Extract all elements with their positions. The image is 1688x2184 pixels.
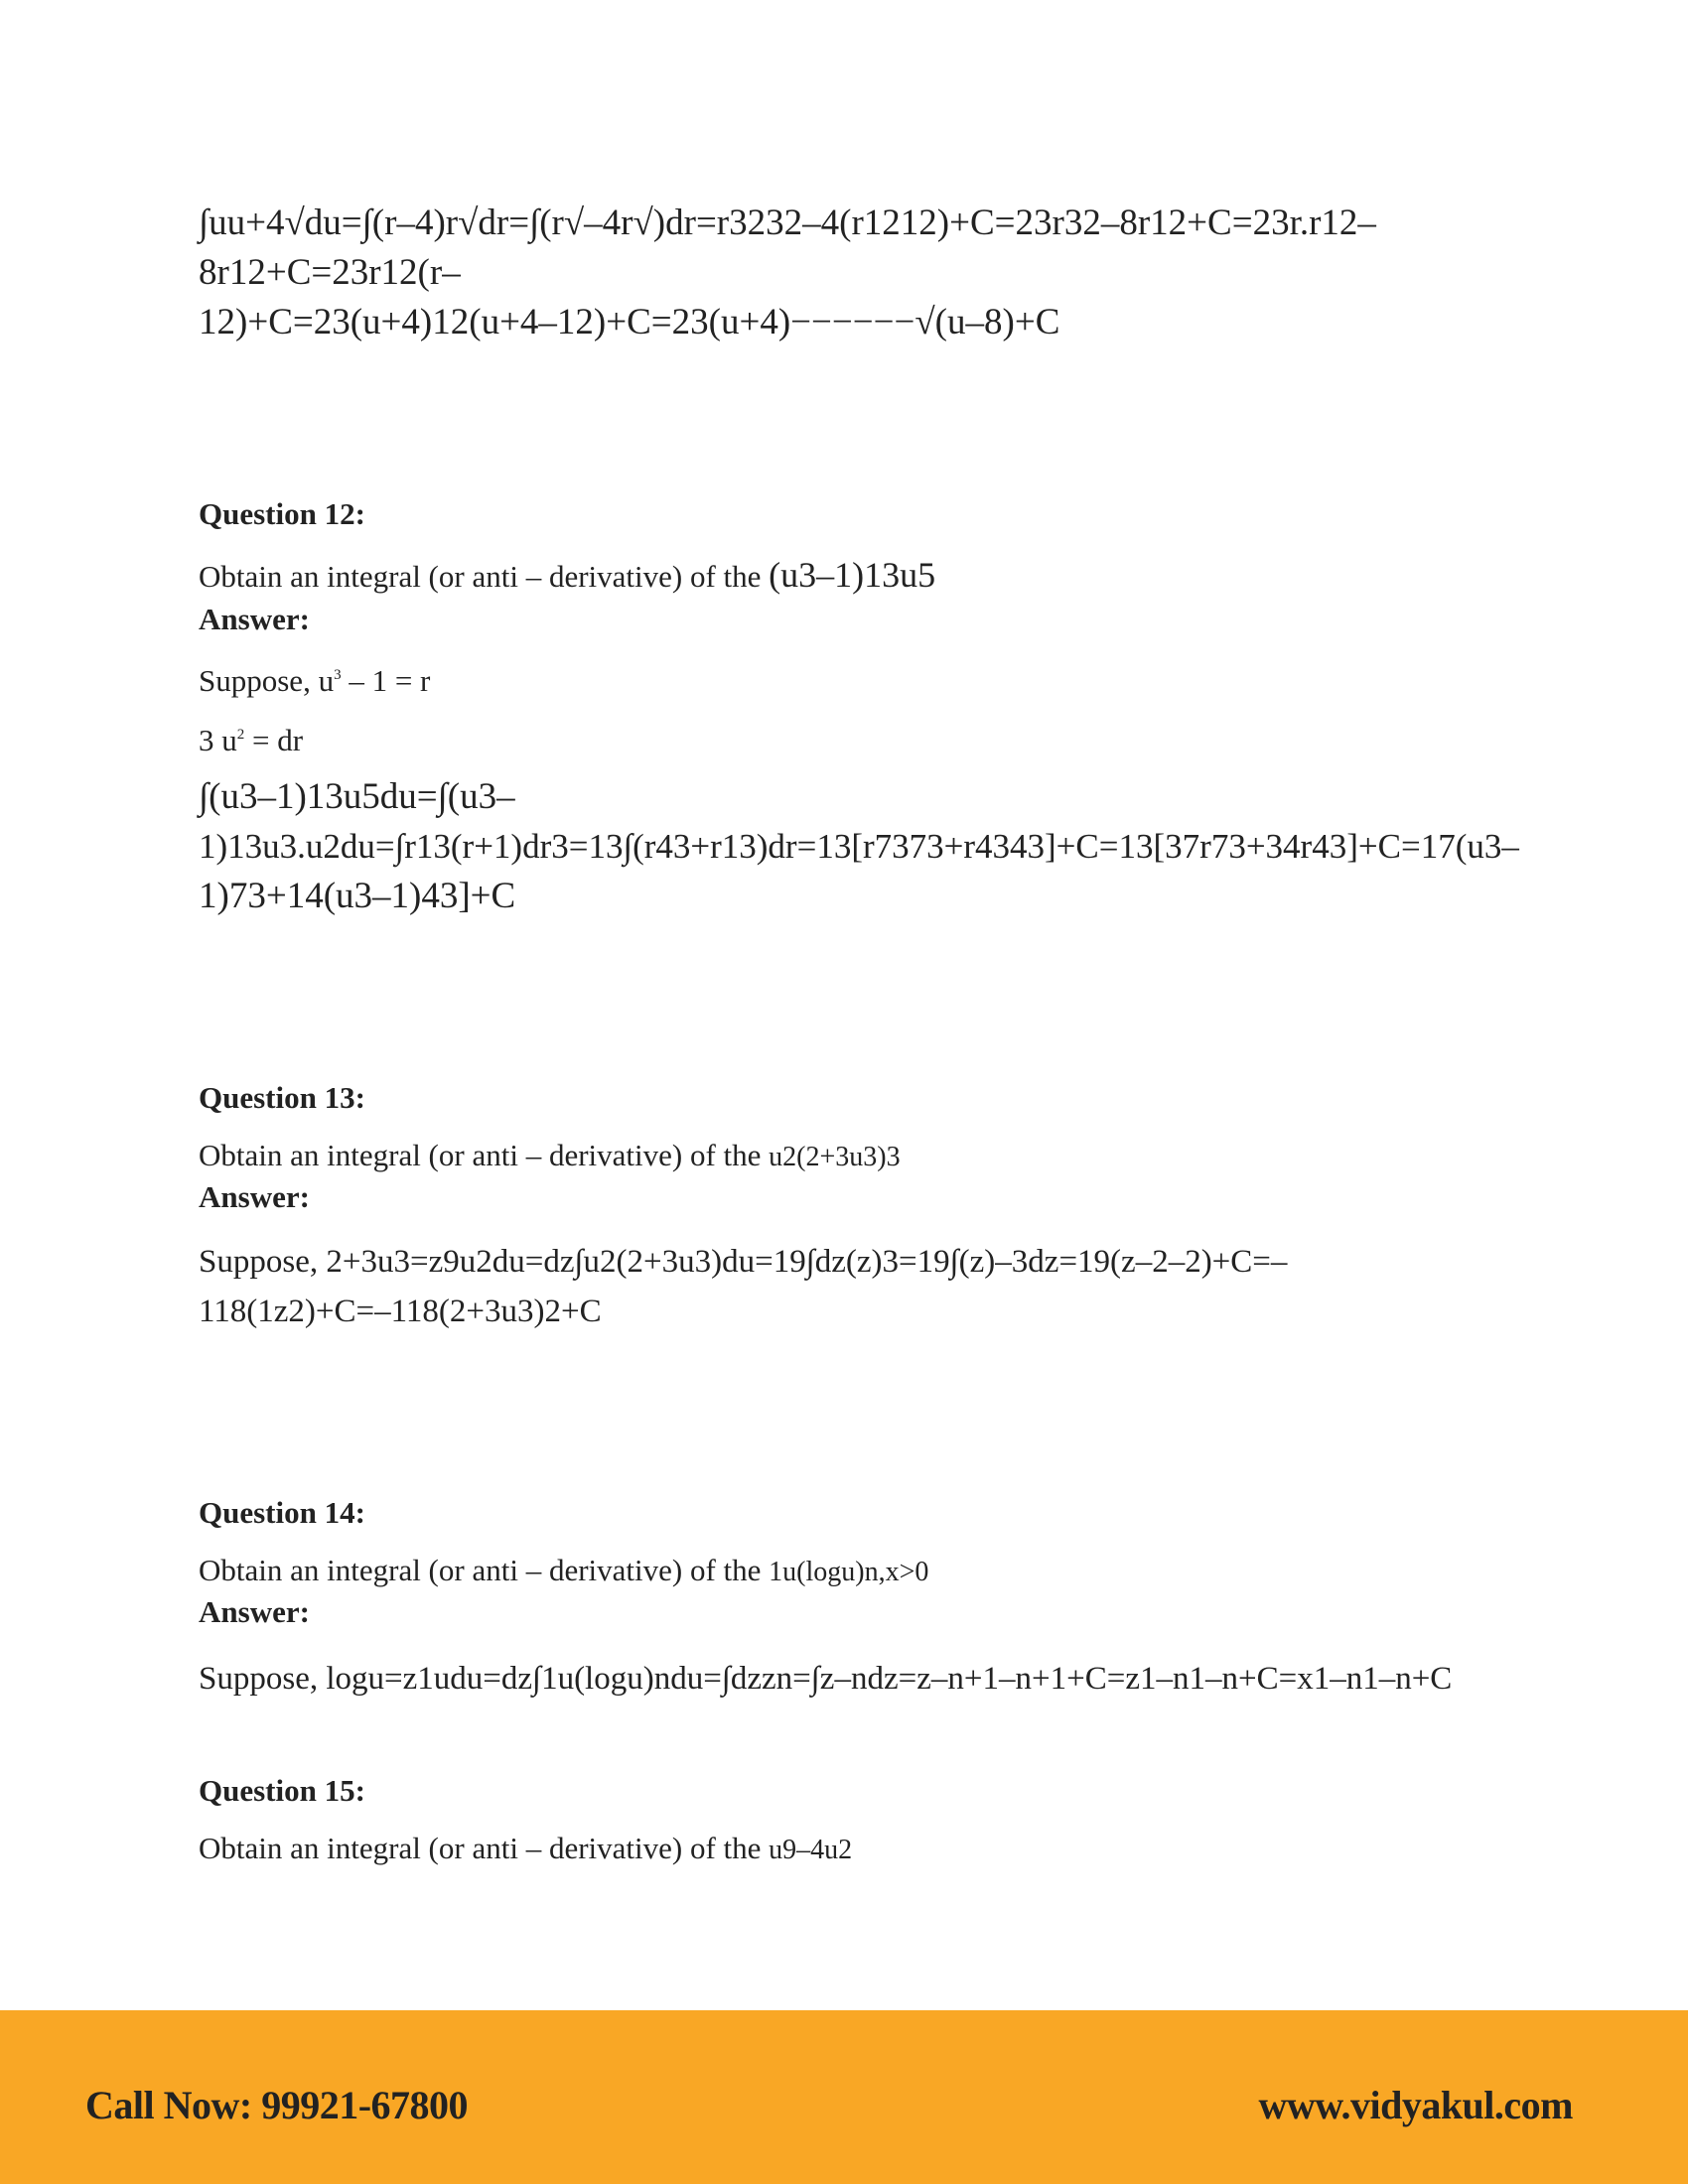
answer-line [199, 723, 1509, 758]
question-14 [199, 1495, 1509, 1704]
top-math-line-1: ∫uu+4√du=∫(r–4)r√dr=∫(r√–4r√)dr=r3232–4(r1212)+C=23r32–8r12+C=23r.r12–8r12+C=23r12(r– [199, 203, 1376, 293]
answer-line [199, 663, 1509, 699]
answer-math-line: ∫(u3–1)13u5du=∫(u3– [199, 776, 515, 817]
answer-math-line: Suppose, 2+3u3=z9u2du=dz∫u2(2+3u3)du=19∫dz(z)3=19∫(z)–3dz=19(z–2–2)+C=– [199, 1244, 1288, 1280]
answer-text: = dr [244, 723, 304, 757]
prompt-text: Obtain an integral (or anti – derivative) of the [199, 1831, 762, 1865]
answer-math-line: 1)13u3.u2du=∫r13(r+1)dr3=13∫(r43+r13)dr=13[r7373+r4343]+C=13[37r73+34r43]+C=17(u3– [199, 827, 1519, 866]
question-title: Question 15: [199, 1773, 365, 1808]
top-math-block [199, 199, 1509, 347]
answer-label: Answer: [199, 1594, 310, 1629]
prompt-expression: u9–4u2 [769, 1835, 853, 1865]
superscript: 3 [334, 667, 342, 683]
answer-label: Answer: [199, 1179, 310, 1214]
question-prompt [199, 1138, 1509, 1173]
answer-math-line: 118(1z2)+C=–118(2+3u3)2+C [199, 1294, 602, 1329]
prompt-text: Obtain an integral (or anti – derivative) of the [199, 1553, 762, 1587]
question-12 [199, 496, 1519, 921]
page-content [199, 199, 1519, 1866]
top-math-line-2: 12)+C=23(u+4)12(u+4–12)+C=23(u+4)−−−−−−√(u–8)+C [199, 302, 1060, 342]
answer-math [199, 1654, 1509, 1704]
answer-math-line: 1)73+14(u3–1)43]+C [199, 876, 516, 916]
call-now-text: Call Now: 99921-67800 [85, 2083, 469, 2127]
superscript: 2 [236, 727, 245, 743]
answer-math-line: Suppose, logu=z1udu=dz∫1u(logu)ndu=∫dzzn=∫z–ndz=z–n+1–n+1+C=z1–n1–n+C=x1–n1–n+C [199, 1661, 1453, 1697]
prompt-expression: u2(2+3u3)3 [769, 1142, 901, 1172]
question-15 [199, 1773, 1509, 1866]
question-prompt [199, 1553, 1509, 1588]
question-13 [199, 1080, 1509, 1336]
question-title: Question 12: [199, 496, 365, 531]
answer-label: Answer: [199, 602, 310, 636]
answer-text: – 1 = r [341, 663, 431, 698]
question-prompt [199, 554, 1509, 596]
prompt-expression: (u3–1)13u5 [769, 555, 936, 595]
question-title: Question 14: [199, 1495, 365, 1530]
answer-text: Suppose, u [199, 663, 335, 698]
prompt-expression: 1u(logu)n,x>0 [769, 1557, 929, 1587]
answer-math [199, 772, 1519, 921]
website-link[interactable]: www.vidyakul.com [1258, 2083, 1573, 2127]
prompt-text: Obtain an integral (or anti – derivative) of the [199, 1138, 762, 1172]
answer-math [199, 1237, 1509, 1336]
footer-banner [0, 2010, 1688, 2184]
prompt-text: Obtain an integral (or anti – derivative) of the [199, 559, 762, 594]
question-title: Question 13: [199, 1080, 365, 1115]
answer-text: 3 u [199, 723, 237, 757]
question-prompt [199, 1831, 1509, 1866]
